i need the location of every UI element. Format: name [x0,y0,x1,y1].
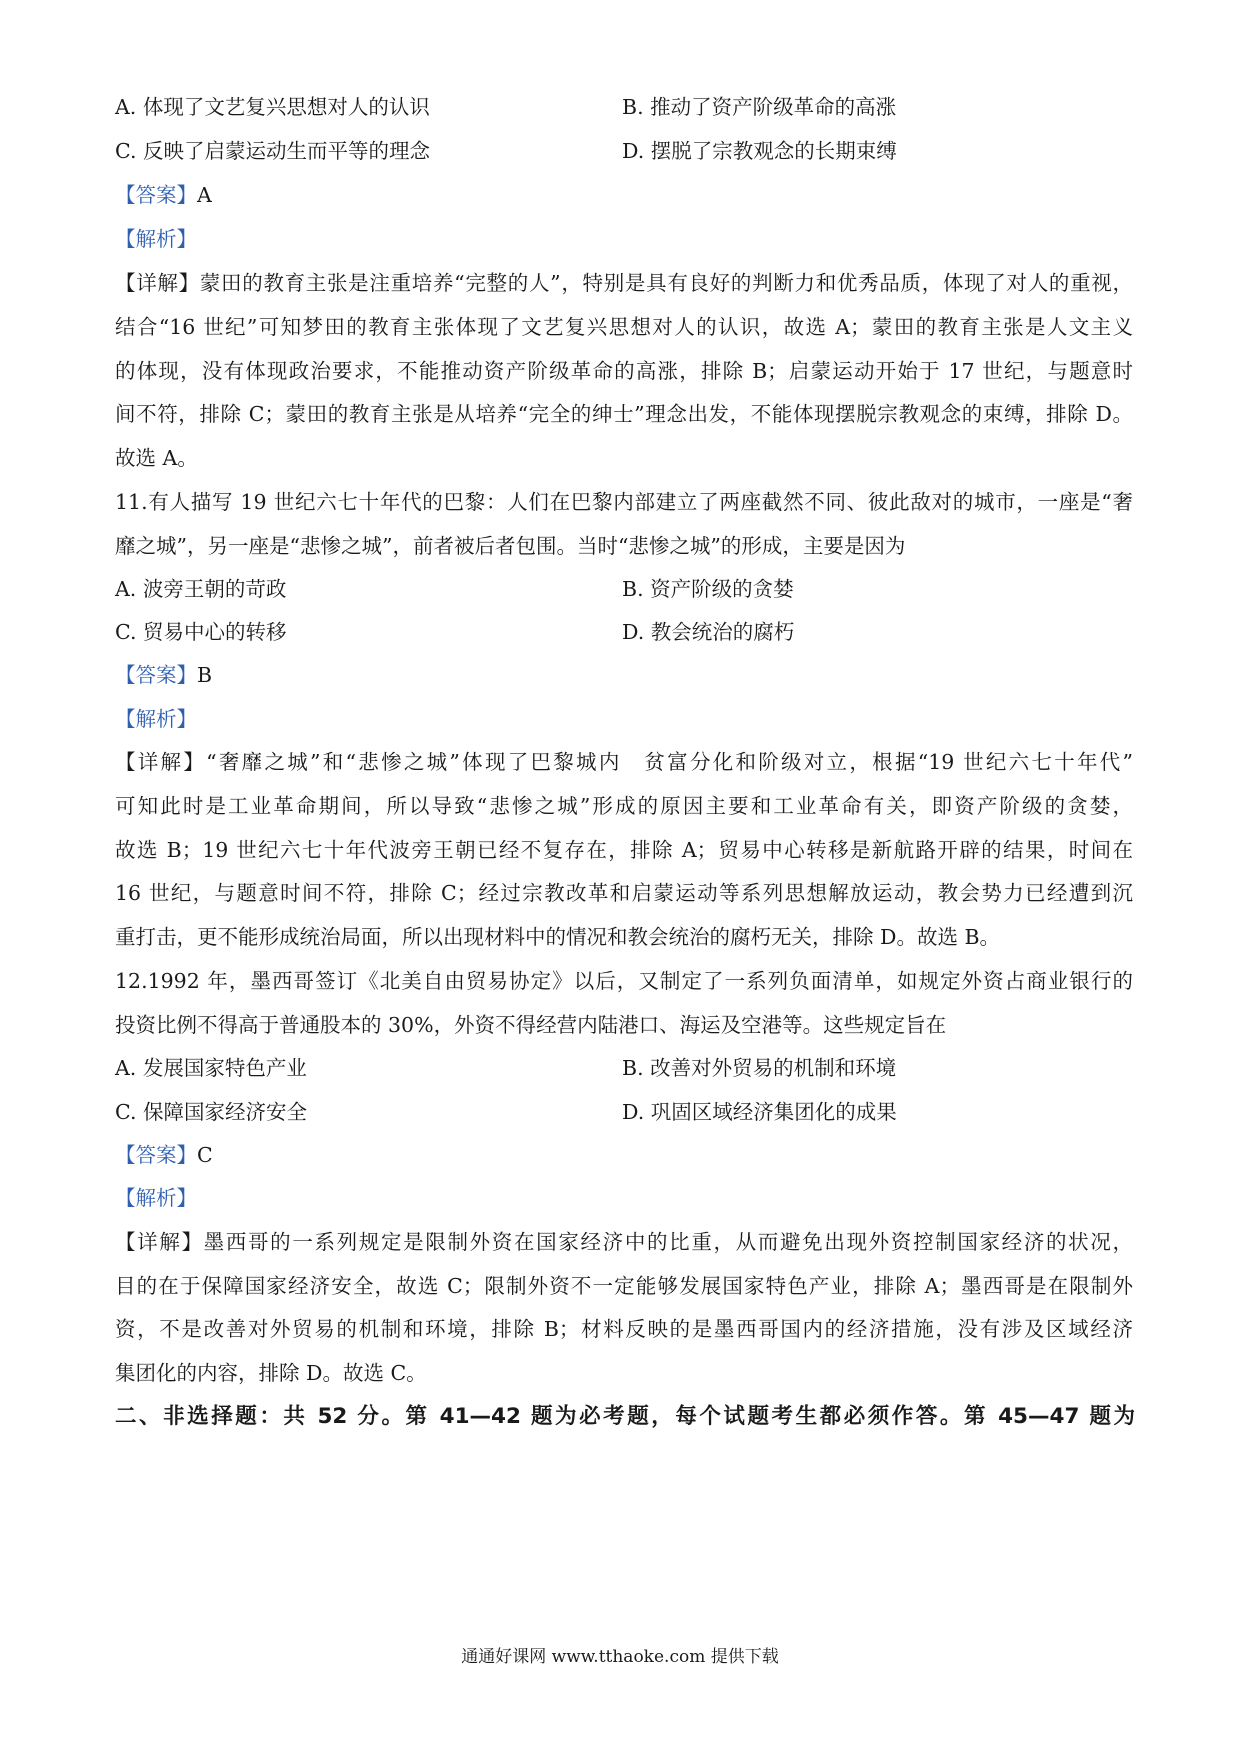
q12-answer [115,1140,213,1170]
stem-text: 12.1992 年，墨西哥签订《北美自由贸易协定》以后，又制定了一系列负面清单，如规定外资占商业银行的 [115,969,1133,993]
q11-stem-line-2: 靡之城”，另一座是“悲惨之城”，前者被后者包围。当时“悲惨之城”的形成，主要是因为 [115,534,906,558]
section-2-heading [115,1402,1135,1432]
answer-value: B [197,663,213,687]
q11-analysis-label [115,704,197,734]
q12-option-b: B. 改善对外贸易的机制和环境 [622,1056,897,1080]
section-heading-text: 二、非选择题：共 52 分。第 41—42 题为必考题，每个试题考生都必须作答。第 45—47 题为 [115,1404,1135,1429]
answer-value: C [197,1143,213,1167]
detail-text: 目的在于保障国家经济安全，故选 C；限制外资不一定能够发展国家特色产业，排除 A；墨西哥是在限制外 [115,1274,1133,1298]
q12-detail-line-1 [115,1227,1133,1257]
detail-text: 墨西哥的一系列规定是限制外资在国家经济中的比重，从而避免出现外资控制国家经济的状况， [203,1230,1134,1254]
q12-option-d: D. 巩固区域经济集团化的成果 [622,1100,897,1124]
q10-option-d: D. 摆脱了宗教观念的长期束缚 [622,139,897,163]
q11-stem-line-1 [115,487,1133,517]
detail-text: 蒙田的教育主张是注重培养“完整的人”，特别是具有良好的判断力和优秀品质，体现了对人的重视， [199,271,1133,295]
q12-option-c: C. 保障国家经济安全 [115,1100,307,1124]
q12-detail-line-3 [115,1314,1133,1344]
q12-analysis-label [115,1183,197,1213]
q10-option-c: C. 反映了启蒙运动生而平等的理念 [115,139,430,163]
q11-detail-line-2 [115,791,1133,821]
analysis-label: 【解析】 [115,707,197,731]
detail-text: 间不符，排除 C；蒙田的教育主张是从培养“完全的绅士”理念出发，不能体现摆脱宗教观念的束缚，排除 D。 [115,402,1133,426]
detail-label: 【详解】 [115,271,200,295]
analysis-label: 【解析】 [115,227,197,251]
detail-label: 【详解】 [115,750,207,774]
detail-text: 结合“16 世纪”可知梦田的教育主张体现了文艺复兴思想对人的认识，故选 A；蒙田的教育主张是人文主义 [115,315,1133,339]
q11-option-a: A. 波旁王朝的苛政 [115,577,287,601]
detail-text: 资，不是改善对外贸易的机制和环境，排除 B；材料反映的是墨西哥国内的经济措施，没有涉及区域经济 [115,1317,1133,1341]
q10-detail-line-2 [115,312,1133,342]
q11-detail-line-5: 重打击，更不能形成统治局面，所以出现材料中的情况和教会统治的腐朽无关，排除 D。故选 B。 [115,925,1001,949]
q12-stem-line-1 [115,966,1133,996]
detail-text: 16 世纪，与题意时间不符，排除 C；经过宗教改革和启蒙运动等系列思想解放运动，教会势力已经遭到沉 [115,881,1133,905]
q11-detail-line-1 [115,747,1133,777]
q12-stem-line-2: 投资比例不得高于普通股本的 30%，外资不得经营内陆港口、海运及空港等。这些规定旨在 [115,1013,947,1037]
q10-detail-line-3 [115,356,1133,386]
q11-detail-line-3 [115,835,1133,865]
answer-value: A [197,183,212,207]
detail-text: 故选 B；19 世纪六七十年代波旁王朝已经不复存在，排除 A；贸易中心转移是新航路开辟的结果，时间在 [115,838,1133,862]
detail-text: “奢靡之城”和“悲惨之城”体现了巴黎城内 贫富分化和阶级对立，根据“19 世纪六七十年代” [206,750,1134,774]
analysis-label: 【解析】 [115,1186,197,1210]
detail-label: 【详解】 [115,1230,204,1254]
q12-detail-line-2 [115,1271,1133,1301]
answer-label: 【答案】 [115,663,197,687]
q11-option-d: D. 教会统治的腐朽 [622,620,795,644]
q10-detail-line-5: 故选 A。 [115,446,198,470]
detail-text: 可知此时是工业革命期间，所以导致“悲惨之城”形成的原因主要和工业革命有关，即资产阶级的贪婪， [115,794,1133,818]
q10-answer [115,180,212,210]
answer-label: 【答案】 [115,183,197,207]
page-footer: 通通好课网 www.tthaoke.com 提供下载 [461,1647,779,1667]
q11-detail-line-4 [115,878,1133,908]
detail-text: 的体现，没有体现政治要求，不能推动资产阶级革命的高涨，排除 B；启蒙运动开始于 17 世纪，与题意时 [115,359,1133,383]
q12-option-a: A. 发展国家特色产业 [115,1056,307,1080]
q10-detail-line-4 [115,399,1133,429]
q10-option-b: B. 推动了资产阶级革命的高涨 [622,95,897,119]
answer-label: 【答案】 [115,1143,197,1167]
q10-option-a: A. 体现了文艺复兴思想对人的认识 [115,95,430,119]
q11-option-c: C. 贸易中心的转移 [115,620,287,644]
q10-analysis-label [115,224,197,254]
q10-detail-line-1 [115,268,1133,298]
q11-answer [115,660,212,690]
q12-detail-line-4: 集团化的内容，排除 D。故选 C。 [115,1361,427,1385]
q11-option-b: B. 资产阶级的贪婪 [622,577,794,601]
stem-text: 11.有人描写 19 世纪六七十年代的巴黎：人们在巴黎内部建立了两座截然不同、彼此敌对的城市，一座是“奢 [115,490,1133,514]
